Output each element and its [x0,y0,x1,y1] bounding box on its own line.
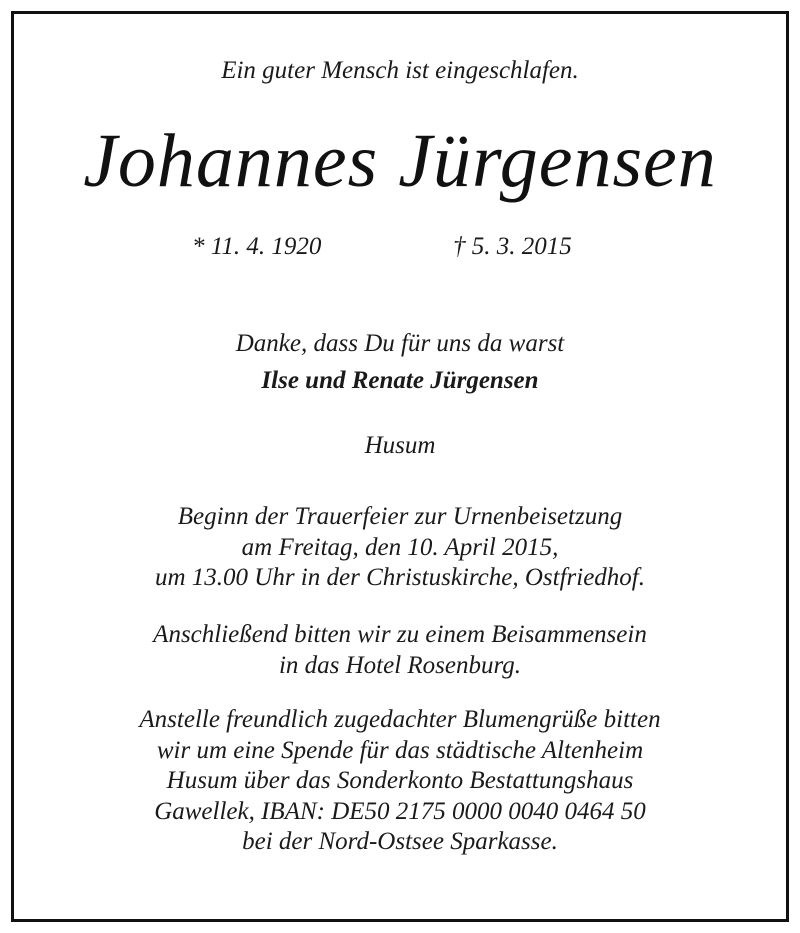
reception-line: Anschließend bitten wir zu einem Beisammensein [153,621,647,648]
family-names: Ilse und Renate Jürgensen [261,367,539,394]
reception-line: in das Hotel Rosenburg. [278,651,522,679]
ceremony-paragraph [0,502,800,594]
donation-line: Gawellek, IBAN: DE50 2175 0000 0040 0464 50 [154,797,646,825]
birth-date: * 11. 4. 1920 [192,233,322,260]
intro-line: Ein guter Mensch ist eingeschlafen. [221,57,579,84]
donation-line: Husum über das Sonderkonto Bestattungshaus [166,767,634,794]
donation-line: Anstelle freundlich zugedachter Blumengrüße bitten [139,706,661,733]
thanks-line: Danke, dass Du für uns da warst [235,330,565,357]
donation-line: bei der Nord-Ostsee Sparkasse. [242,828,558,855]
donation-paragraph [0,705,800,858]
ceremony-line: Beginn der Trauerfeier zur Urnenbeisetzung [177,503,623,530]
place-name: Husum [364,432,436,459]
death-date: † 5. 3. 2015 [453,233,572,260]
donation-line: wir um eine Spende für das städtische Altenheim [156,736,644,764]
ceremony-line: am Freitag, den 10. April 2015, [241,533,559,561]
ceremony-line: um 13.00 Uhr in der Christuskirche, Ostfriedhof. [154,564,646,591]
deceased-name: Johannes Jürgensen [83,119,717,203]
reception-paragraph [0,620,800,681]
